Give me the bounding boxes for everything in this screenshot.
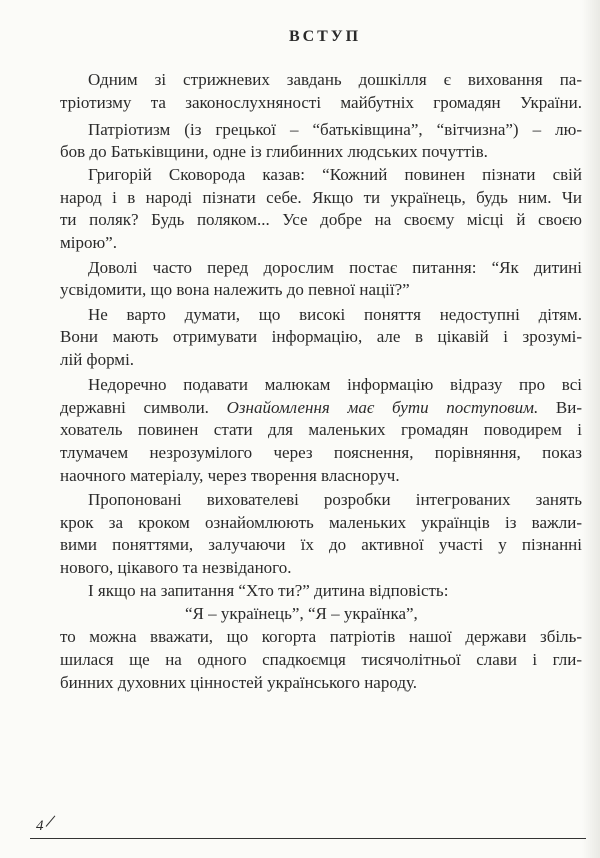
text-segment: тлумачем незрозумілого через пояснення, порівняння, показ (60, 443, 582, 462)
text-segment: Недоречно подавати малюкам інформацію відразу про всі (88, 375, 582, 394)
text-segment: лій формі. (60, 350, 135, 369)
text-segment: народ і в народі пізнати себе. Якщо ти українець, будь ним. Чи (60, 188, 582, 207)
text-segment: Патріотизм (із грецької – “батьківщина”, “вітчизна”) – лю- (88, 120, 582, 139)
emphasis-text: Ознайомлення має бути поступовим. (226, 398, 539, 417)
text-line (60, 397, 582, 419)
text-segment: мірою”. (60, 233, 117, 252)
text-line (60, 419, 582, 441)
text-line (88, 119, 582, 141)
text-segment: то можна вважати, що когорта патріотів нашої держави збіль- (60, 627, 582, 646)
page-title: ВСТУП (288, 28, 362, 45)
footer-rule (30, 838, 586, 839)
text-line (60, 557, 582, 579)
text-line (60, 326, 582, 348)
text-line (88, 69, 582, 91)
text-segment: Не варто думати, що високі поняття недоступні дітям. (88, 305, 582, 324)
text-line (60, 232, 582, 254)
text-segment: І якщо на запитання “Хто ти?” дитина відповість: (88, 581, 449, 600)
text-line (88, 164, 582, 186)
text-line (88, 580, 582, 602)
text-segment: наочного матеріалу, через творення власноруч. (60, 466, 400, 485)
text-segment: тріотизму та законослухняності майбутніх громадян України. (60, 93, 582, 112)
text-line (60, 209, 582, 231)
text-line (88, 489, 582, 511)
text-segment: “Я – українець”, “Я – українка”, (185, 604, 418, 623)
text-line (88, 374, 582, 396)
text-segment: шилася ще на одного спадкоємця тисячолітньої слави і гли- (60, 650, 582, 669)
text-segment: усвідомити, що вона належить до певної нації?” (60, 280, 410, 299)
text-segment: Пропоновані вихователеві розробки інтегрованих занять (88, 490, 582, 509)
page-edge-shadow (582, 0, 600, 858)
text-segment: ти поляк? Будь поляком... Усе добре на своєму місці й своєю (60, 210, 582, 229)
text-segment: вими поняттями, залучаючи їх до активної участі у пізнанні (60, 535, 582, 554)
text-segment: бинних духовних цінностей українського народу. (60, 673, 418, 692)
text-line (60, 534, 582, 556)
text-line (60, 465, 582, 487)
text-segment: бов до Батьківщини, одне із глибинних людських почуттів. (60, 142, 488, 161)
text-segment: Григорій Сковорода казав: “Кожний повинен пізнати свій (88, 165, 582, 184)
text-line (60, 187, 582, 209)
text-line (60, 279, 582, 301)
text-line (60, 626, 582, 648)
text-line (60, 672, 582, 694)
text-line (88, 304, 582, 326)
text-line (60, 442, 582, 464)
text-line (185, 603, 418, 625)
text-segment: нового, цікавого та незвіданого. (60, 558, 292, 577)
text-segment: Ви- (538, 398, 582, 417)
text-line (60, 349, 582, 371)
text-line (88, 257, 582, 279)
text-line (60, 512, 582, 534)
text-line (60, 649, 582, 671)
page-number: 4 (36, 818, 44, 834)
text-segment: державні символи. (60, 398, 227, 417)
text-segment: Одним зі стрижневих завдань дошкілля є виховання па- (88, 70, 582, 89)
text-segment: Вони мають отримувати інформацію, але в цікавій і зрозумі- (60, 327, 582, 346)
text-segment: хователь повинен стати для маленьких громадян поводирем і (60, 420, 582, 439)
text-line (60, 92, 582, 114)
text-segment: крок за кроком ознайомлюють маленьких українців із важли- (60, 513, 582, 532)
footer-rule-tail (46, 815, 56, 826)
text-line (60, 141, 582, 163)
text-segment: Доволі часто перед дорослим постає питання: “Як дитині (88, 258, 582, 277)
